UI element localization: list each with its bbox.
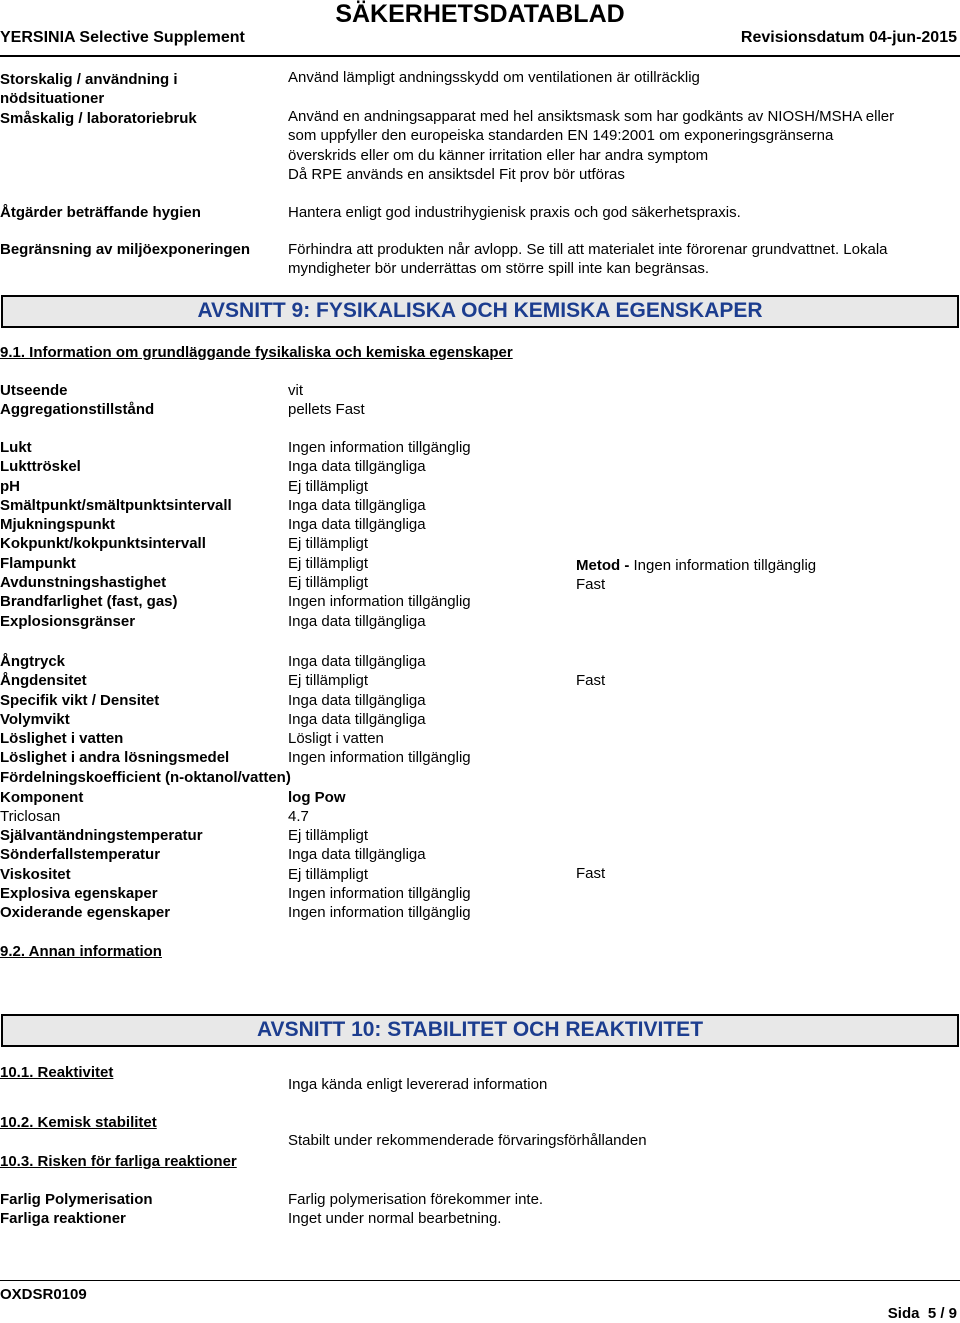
footer-divider [0, 1280, 960, 1281]
stability-label: 10.2. Kemisk stabilitet [0, 1114, 157, 1131]
page-value: 5 / 9 [927, 1305, 957, 1322]
component-name: Triclosan [0, 808, 61, 825]
vapor-density-note: Fast [576, 672, 606, 689]
revision-label: Revisionsdatum [740, 29, 865, 46]
property-values-2: Inga data tillgängliga Ej tillämpligt Inga data tillgängliga Inga data tillgängliga Lösligt i vatten Ingen information tillgänglig [288, 653, 471, 767]
product-name: YERSINIA Selective Supplement [0, 29, 245, 46]
partition-coefficient-label: Fördelningskoefficient (n-oktanol/vatten) [0, 769, 291, 786]
header-divider [0, 55, 960, 57]
section-9-banner [1, 295, 959, 328]
emergency-use-label: Storskalig / användning i nödsituationer Småskalig / laboratoriebruk [0, 71, 197, 127]
document-code: OXDSR0109 [0, 1286, 87, 1303]
reactivity-value: Inga kända enligt levererad information [288, 1076, 548, 1093]
polymerization-label: Farlig Polymerisation [0, 1191, 153, 1208]
property-labels-2: Ångtryck Ångdensitet Specifik vikt / Densitet Volymvikt Löslighet i vatten Löslighet i andra lösningsmedel [0, 653, 230, 767]
respiratory-text-1: Använd lämpligt andningsskydd om ventilationen är otillräcklig [288, 69, 700, 86]
flash-point-method [576, 556, 816, 575]
environment-label: Begränsning av miljöexponeringen [0, 241, 251, 258]
subsection-9-2: 9.2. Annan information [0, 943, 162, 960]
section-9-title: AVSNITT 9: FYSIKALISKA OCH KEMISKA EGENSKAPER [197, 299, 763, 322]
hygiene-label: Åtgärder beträffande hygien [0, 204, 201, 221]
evaporation-note: Fast [576, 576, 606, 593]
method-value: Ingen information tillgänglig [633, 557, 817, 574]
hazardous-reactions-label: 10.3. Risken för farliga reaktioner [0, 1153, 237, 1170]
appearance-labels: Utseende Aggregationstillstånd [0, 382, 155, 419]
property-labels-3: Självantändningstemperatur Sönderfallstemperatur Viskositet Explosiva egenskaper Oxiderande egenskaper [0, 827, 203, 922]
method-label: Metod - [576, 557, 630, 574]
page-label: Sida [887, 1305, 920, 1322]
property-values-3: Ej tillämpligt Inga data tillgängliga Ej tillämpligt Ingen information tillgänglig Ingen information tillgänglig [288, 827, 471, 922]
respiratory-text-2: Använd en andningsapparat med hel ansiktsmask som har godkänts av NIOSH/MSHA eller som uppfyller den europeiska standarden EN 149:2001 om exponeringsgränserna överskrids eller om du känner irritation eller har andra symptom Då RPE används en ansiktsdel Fit prov bör utföras [288, 108, 895, 183]
component-header: Komponent [0, 789, 84, 806]
hazardous-reactions-sub-label: Farliga reaktioner [0, 1210, 126, 1227]
subsection-9-1: 9.1. Information om grundläggande fysikaliska och kemiska egenskaper [0, 344, 513, 361]
page-number [888, 1304, 957, 1323]
reactivity-label: 10.1. Reaktivitet [0, 1064, 114, 1081]
hygiene-text: Hantera enligt god industrihygienisk praxis och god säkerhetspraxis. [288, 204, 741, 221]
polymerization-value: Farlig polymerisation förekommer inte. [288, 1191, 544, 1208]
appearance-values: vit pellets Fast [288, 382, 365, 419]
revision-info [741, 29, 957, 47]
stability-value: Stabilt under rekommenderade förvaringsförhållanden [288, 1132, 647, 1149]
hazardous-reactions-value: Inget under normal bearbetning. [288, 1210, 502, 1227]
logpow-header: log Pow [288, 789, 346, 806]
component-logpow: 4.7 [288, 808, 309, 825]
property-values-1: Ingen information tillgänglig Inga data tillgängliga Ej tillämpligt Inga data tillgängliga Inga data tillgängliga Ej tillämpligt Ej tillämpligt Ej tillämpligt Ingen information tillgänglig Inga data tillgängliga [288, 439, 471, 630]
viscosity-note: Fast [576, 865, 606, 882]
document-title: SÄKERHETSDATABLAD [335, 0, 625, 28]
section-10-title: AVSNITT 10: STABILITET OCH REAKTIVITET [256, 1018, 704, 1041]
revision-date: 04-jun-2015 [868, 29, 957, 46]
environment-text: Förhindra att produkten når avlopp. Se till att materialet inte förorenar grundvattnet. Lokala myndigheter bör underrättas om större spill inte kan begränsas. [288, 241, 888, 278]
property-labels-1: Lukt Lukttröskel pH Smältpunkt/smältpunktsintervall Mjukningspunkt Kokpunkt/kokpunktsintervall Flampunkt Avdunstningshastighet Brandfarlighet (fast, gas) Explosionsgränser [0, 439, 232, 630]
section-10-banner [1, 1014, 959, 1047]
